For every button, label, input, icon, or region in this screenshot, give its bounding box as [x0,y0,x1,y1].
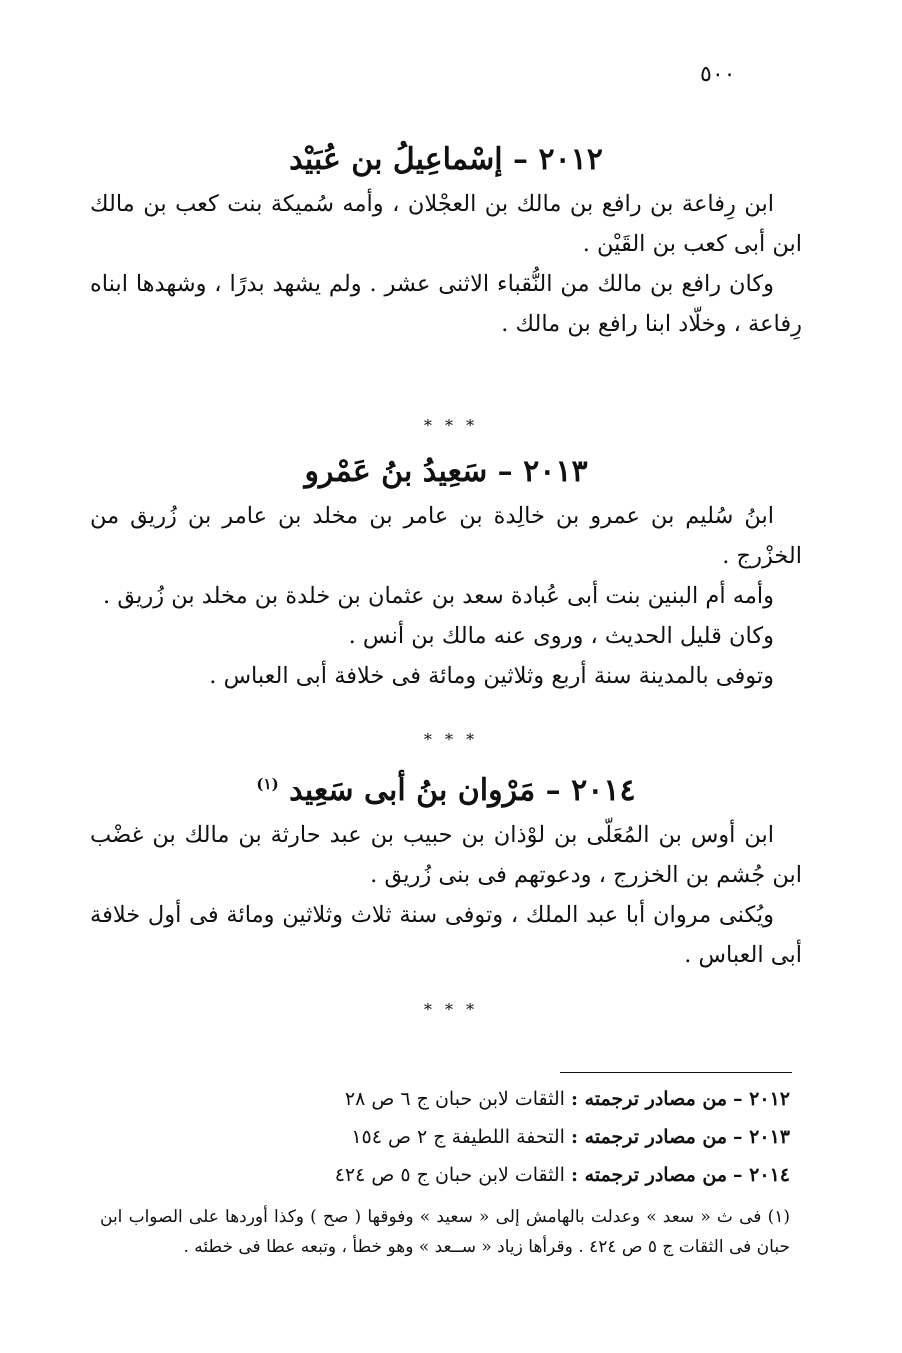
entry-title-text: ٢٠١٤ – مَرْوان بنُ أبى سَعِيد [289,773,636,808]
entry-2012 [90,140,802,344]
section-separator: * * * [423,416,479,435]
entry-title: ٢٠١٣ – سَعِيدُ بنُ عَمْرو [304,454,588,489]
footnote-rule [560,1072,792,1073]
section-separator: * * * [423,730,479,749]
entry-2014 [90,764,802,975]
entry-paragraph: ويُكنى مروان أبا عبد الملك ، وتوفى سنة ثلاث وثلاثين ومائة فى أول خلافة أبى العباس . [90,902,802,968]
page-number: ٥٠٠ [700,62,736,87]
footnotes [100,1080,790,1262]
entry-paragraph: ابن أوس بن المُعَلّى بن لوْذان بن حبيب بن عبد حارثة بن مالك بن غضْب ابن جُشم بن الخزرج ، ودعوتهم فى بنى زُريق . [90,822,802,888]
entry-title [90,764,802,811]
entry-paragraph: وكان رافع بن مالك من النُّقباء الاثنى عشر . ولم يشهد بدرًا ، وشهدها ابناه رِفاعة ، وخلّاد ابنا رافع بن مالك . [90,271,802,337]
footnote-source-number: ٢٠١٤ – [733,1164,790,1186]
entry-paragraph: ابن رِفاعة بن رافع بن مالك بن العجْلان ، وأمه سُميكة بنت كعب بن مالك ابن أبى كعب بن القَيْن . [90,191,802,257]
footnote-source [100,1118,790,1156]
footnote-marker: (١) [256,775,279,793]
footnote-source [100,1156,790,1194]
entry-paragraph: وأمه أم البنين بنت أبى عُبادة سعد بن عثمان بن خلدة بن مخلد بن زُريق . [103,583,774,609]
footnote-source-text: الثقات لابن حبان ج ٦ ص ٢٨ [344,1088,565,1110]
section-separator: * * * [423,1000,479,1019]
entry-paragraph: وكان قليل الحديث ، وروى عنه مالك بن أنس . [348,623,774,649]
footnote-source-number: ٢٠١٢ – [733,1088,790,1110]
entry-2013 [90,452,802,696]
footnote-source-text: الثقات لابن حبان ج ٥ ص ٤٢٤ [334,1164,565,1186]
footnote-source-label: من مصادر ترجمته : [571,1164,727,1186]
entry-paragraph: ابنُ سُليم بن عمرو بن خالِدة بن عامر بن مخلد بن عامر بن زُريق من الخزْرج . [90,503,802,569]
footnote-note: (١) فى ث « سعد » وعدلت بالهامش إلى « سعيد » وفوقها ( صح ) وكذا أوردها على الصواب ابن حبان فى الثقات ج ٥ ص ٤٢٤ . وقرأها زياد « ســعد » وهو خطأ ، وتبعه عطا فى خطئه . [100,1207,790,1257]
footnote-source [100,1080,790,1118]
footnote-source-text: التحفة اللطيفة ج ٢ ص ١٥٤ [351,1126,565,1148]
footnote-source-number: ٢٠١٣ – [733,1126,790,1148]
footnote-source-label: من مصادر ترجمته : [571,1088,727,1110]
entry-paragraph: وتوفى بالمدينة سنة أربع وثلاثين ومائة فى خلافة أبى العباس . [209,663,774,689]
footnote-source-label: من مصادر ترجمته : [571,1126,727,1148]
entry-title: ٢٠١٢ – إسْماعِيلُ بن عُبَيْد [289,142,603,177]
